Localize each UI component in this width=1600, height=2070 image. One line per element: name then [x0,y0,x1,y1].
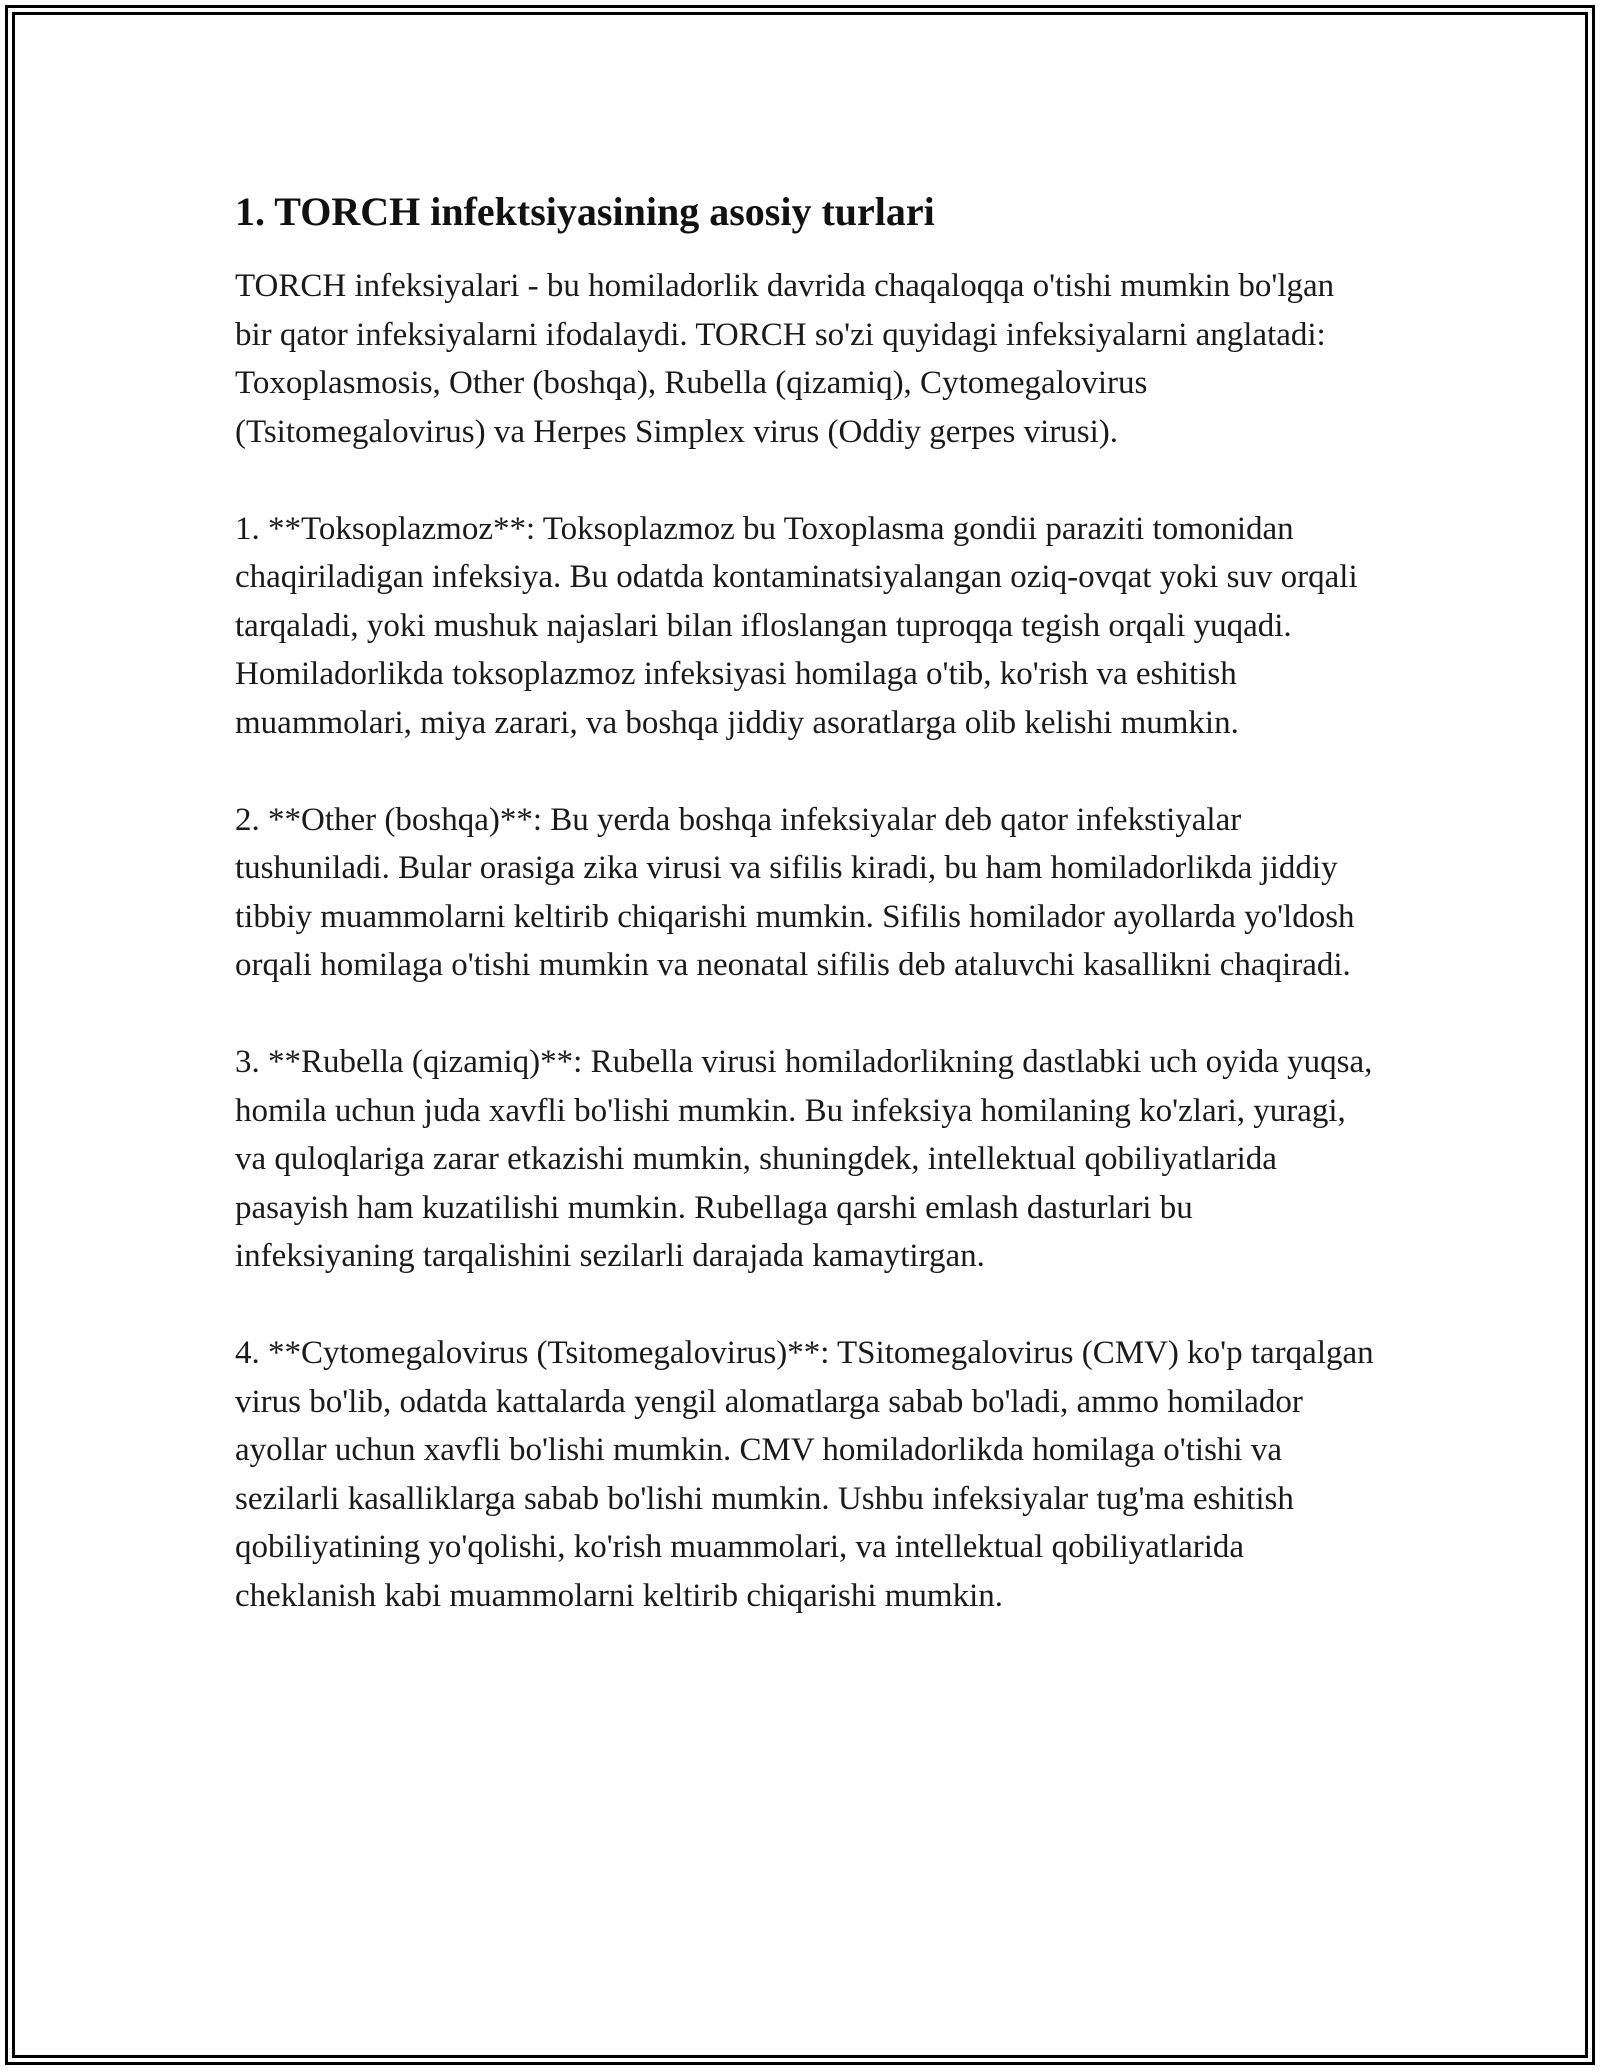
rubella-paragraph: 3. **Rubella (qizamiq)**: Rubella virusi homiladorlikning dastlabki uch oyida yuqsa, homila uchun juda xavfli bo'lishi mumkin. Bu infeksiya homilaning ko'zlari, yuragi, va quloqlariga zarar etkazishi mumkin, shuningdek, intellektual qobiliyatlarida pasayish ham kuzatilishi mumkin. Rubellaga qarshi emlash dasturlari bu infeksiyaning tarqalishini sezilarli darajada kamaytirgan. [235,1044,1381,1274]
intro-paragraph: TORCH infeksiyalari - bu homiladorlik davrida chaqaloqqa o'tishi mumkin bo'lgan bir qator infeksiyalarni ifodalaydi. TORCH so'zi quyidagi infeksiyalarni anglatadi: Toxoplasmosis, Other (boshqa), Rubella (qizamiq), Cytomegalovirus (Tsitomegalovirus) va Herpes Simplex virus (Oddiy gerpes virusi). [235,268,1343,450]
section-heading: 1. TORCH infektsiyasining asosiy turlari [235,189,935,234]
document-body [235,186,1382,1669]
toxoplasmosis-paragraph: 1. **Toksoplazmoz**: Toksoplazmoz bu Toxoplasma gondii paraziti tomonidan chaqiriladigan infeksiya. Bu odatda kontaminatsiyalangan oziq-ovqat yoki suv orqali tarqaladi, yoki mushuk najaslari bilan ifloslangan tuproqqa tegish orqali yuqadi. Homiladorlikda toksoplazmoz infeksiyasi homilaga o'tib, ko'rish va eshitish muammolari, miya zarari, va boshqa jiddiy asoratlarga olib kelishi mumkin. [235,510,1366,741]
cytomegalovirus-paragraph: 4. **Cytomegalovirus (Tsitomegalovirus)**: TSitomegalovirus (CMV) ko'p tarqalgan virus bo'lib, odatda kattalarda yengil alomatlarga sabab bo'ladi, ammo homilador ayollar uchun xavfli bo'lishi mumkin. CMV homiladorlikda homilaga o'tishi va sezilarli kasalliklarga sabab bo'lishi mumkin. Ushbu infeksiyalar tug'ma eshitish qobiliyatining yo'qolishi, ko'rish muammolari, va intellektual qobiliyatlarida cheklanish kabi muammolarni keltirib chiqarishi mumkin. [235,1335,1382,1614]
other-infections-paragraph: 2. **Other (boshqa)**: Bu yerda boshqa infeksiyalar deb qator infekstiyalar tushuniladi. Bular orasiga zika virusi va sifilis kiradi, bu ham homiladorlikda jiddiy tibbiy muammolarni keltirib chiqarishi mumkin. Sifilis homilador ayollarda yo'ldosh orqali homilaga o'tishi mumkin va neonatal sifilis deb ataluvchi kasallikni chaqiradi. [235,801,1363,983]
